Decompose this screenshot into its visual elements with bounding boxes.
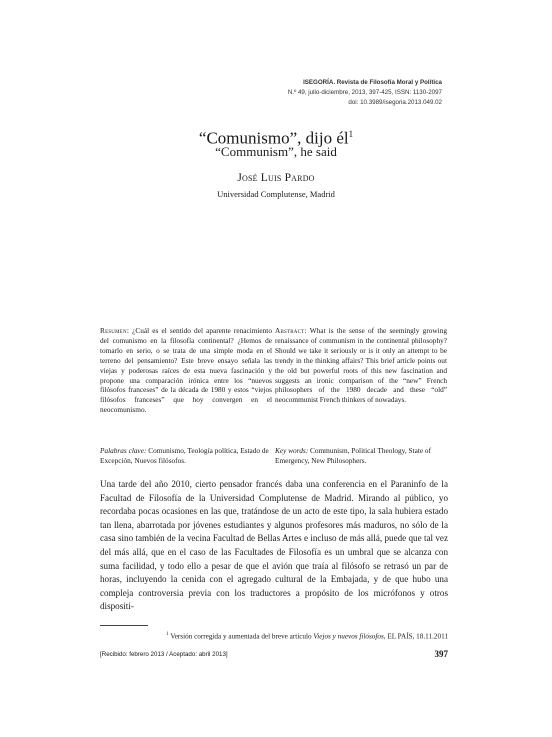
abstract-english <box>275 326 447 405</box>
footnote-number: 1 <box>166 632 169 637</box>
footnote-text-post: , EL PAÍS, 18.11.2011 <box>383 632 448 641</box>
footnote-italic-title: Viejos y nuevos filósofos <box>313 632 384 641</box>
footnote-rule <box>100 625 148 626</box>
title-footnote-marker: 1 <box>348 129 354 139</box>
journal-name: ISEGORÍA. Revista de Filosofía Moral y Política <box>303 79 442 86</box>
keywords-spanish-text: Comunismo, Teología política, Estado de Excepción, Nuevos filósofos. <box>100 446 269 465</box>
doi: doi: 10.3989/isegoria.2013.049.02 <box>348 99 442 106</box>
author-name: José Luis Pardo <box>237 172 315 184</box>
abstract-english-label: Abstract: <box>275 326 307 335</box>
issue-info: N.º 49, julio-diciembre, 2013, 397-425, ISSN: 1130-2097 <box>287 89 442 96</box>
body-paragraph: Una tarde del año 2010, cierto pensador francés daba una conferencia en el Paraninfo de la Facultad de Filosofía de la Universidad Complutense de Madrid. Mirando al público, yo recordaba pocas ocasiones en las que, tratándose de un acto de este tipo, la sala hubiera estado tan llena, abarrotada por jóvenes estudiantes y algunos profesores más maduros, no sólo de la casa sino también de la vecina Facultad de Bellas Artes e incluso de más allá, puede que tal vez del más allá, que en el caso de las Facultades de Filosofía es un umbral que se alcanza con suma facilidad, y todo ello a pesar de que el avión que traía al filósofo se retrasó un par de horas, incluyendo la cenida con el agregado cultural de la Embajada, y de que hubo una compleja controversia previa con los traductores a propósito de los micrófonos y otros dispositi- <box>100 479 448 612</box>
abstract-spanish-text: ¿Cuál es el sentido del aparente renacimiento del comunismo en la filosofía continental? ¿Hemos de tomarlo en serio, o se trata de una simple moda en el terreno del pensamiento? Este breve ensayo señala las viejas y poderosas raíces de esta nueva fascinación y propone una comparación irónica entre los “nuevos filósofos franceses” de la década de 1980 y estos “viejos filósofos franceses” que hoy convergen en el neocomunismo. <box>100 326 272 415</box>
keywords-spanish-label: Palabras clave: <box>100 446 147 455</box>
page-number: 397 <box>434 649 448 659</box>
author-affiliation: Universidad Complutense, Madrid <box>217 189 335 199</box>
body-text <box>100 478 448 614</box>
keywords-spanish <box>100 446 272 466</box>
keywords-english-label: Key words: <box>275 446 309 455</box>
abstract-spanish <box>100 326 272 415</box>
keywords-english-text: Communism, Political Theology, State of Emergency, New Philosophers. <box>275 446 431 465</box>
abstract-english-text: What is the sense of the seemingly growing renaissance of communism in the continental philosophy? Should we take it seriously or is it only an attempt to be trendy in the thinking affairs? This brief article points out the old but powerful roots of this new fascination and suggests an ironic comparison of the “new” French philosophers of the 1980 decade and these “old” neocommunist French thinkers of nowadays. <box>275 326 447 405</box>
footnote-text-pre: Versión corregida y aumentada del breve artículo <box>168 632 314 641</box>
received-accepted-dates: [Recibido: febrero 2013 / Aceptado: abril 2013] <box>100 651 228 658</box>
journal-header <box>288 78 442 108</box>
article-title-text: “Comunismo”, dijo él <box>198 128 349 148</box>
abstract-spanish-label: Resumen: <box>100 326 130 335</box>
article-subtitle: “Communism”, he said <box>215 144 337 159</box>
footnote <box>100 630 448 641</box>
keywords-english <box>275 446 447 466</box>
